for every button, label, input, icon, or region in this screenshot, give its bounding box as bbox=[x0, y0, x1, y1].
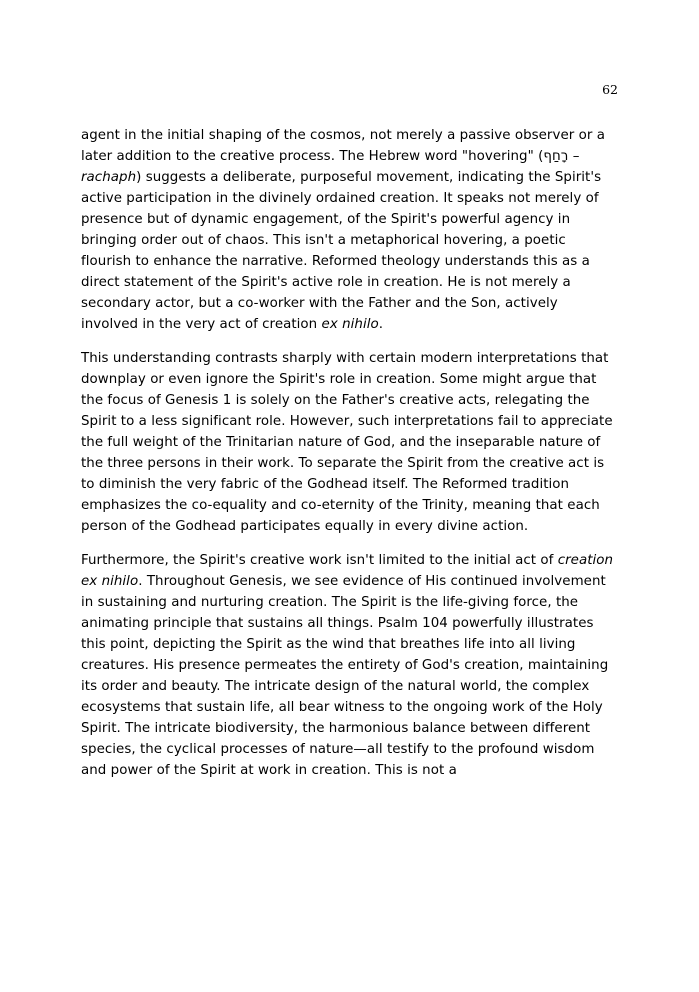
page-body bbox=[81, 125, 618, 781]
body-text: Furthermore, the Spirit's creative work isn't limited to the initial act of bbox=[81, 553, 558, 568]
hebrew-word: רָחַף bbox=[543, 149, 569, 164]
body-text: agent in the initial shaping of the cosmos, not merely a passive observer or a later addition to the creative process. The Hebrew word "hovering" ( bbox=[81, 128, 605, 164]
body-text: . Throughout Genesis, we see evidence of His continued involvement in sustaining and nurturing creation. The Spirit is the life-giving force, the animating principle that sustains all things. Psalm 104 powerfully illustrates this point, depicting the Spirit as the wind that breathes life into all living creatures. His presence permeates the entirety of God's creation, maintaining its order and beauty. The intricate design of the natural world, the complex ecosystems that sustain life, all bear witness to the ongoing work of the Holy Spirit. The intricate biodiversity, the harmonious balance between different species, the cyclical processes of nature—all testify to the profound wisdom and power of the Spirit at work in creation. This is not a bbox=[81, 574, 609, 778]
body-text: This understanding contrasts sharply with certain modern interpretations that downplay or even ignore the Spirit's role in creation. Some might argue that the focus of Genesis 1 is solely on the Father's creative acts, relegating the Spirit to a less significant role. However, such interpretations fail to appreciate the full weight of the Trinitarian nature of God, and the inseparable nature of the three persons in their work. To separate the Spirit from the creative act is to diminish the very fabric of the Godhead itself. The Reformed tradition emphasizes the co-equality and co-eternity of the Trinity, meaning that each person of the Godhead participates equally in every divine action. bbox=[81, 351, 613, 534]
paragraph bbox=[81, 348, 618, 537]
body-text: ) suggests a deliberate, purposeful movement, indicating the Spirit's active participation in the divinely ordained creation. It speaks not merely of presence but of dynamic engagement, of the Spirit's powerful agency in bringing order out of chaos. This isn't a metaphorical hovering, a poetic flourish to enhance the narrative. Reformed theology understands this as a direct statement of the Spirit's active role in creation. He is not merely a secondary actor, but a co-worker with the Father and the Son, actively involved in the very act of creation bbox=[81, 170, 602, 332]
italic-text: ex nihilo bbox=[321, 317, 379, 332]
page-content bbox=[81, 0, 618, 781]
body-text: – bbox=[568, 149, 580, 164]
body-text: . bbox=[378, 317, 384, 332]
italic-text: rachaph bbox=[81, 170, 137, 185]
italic-text: creation ex nihilo bbox=[81, 553, 614, 589]
paragraph bbox=[81, 125, 618, 335]
page-number: 62 bbox=[602, 82, 618, 97]
paragraph bbox=[81, 550, 618, 781]
